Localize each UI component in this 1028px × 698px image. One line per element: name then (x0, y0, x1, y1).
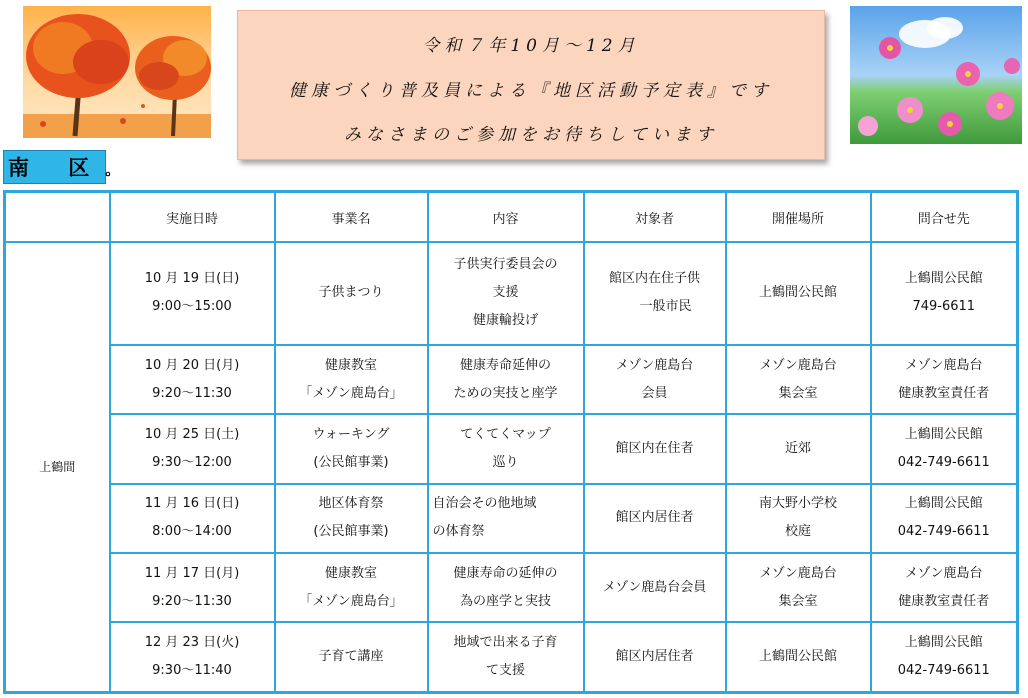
event-cell (275, 484, 428, 553)
date-cell (110, 345, 275, 414)
header-contact: 問合せ先 (871, 192, 1018, 243)
contact-text: 042-749-6611 (897, 524, 990, 540)
autumn-trees-image (23, 6, 211, 138)
event-text: 「メゾン鹿島台」 (299, 593, 403, 609)
content-text: 為の座学と実技 (459, 593, 551, 609)
contact-text: 上鶴間公民館 (904, 635, 983, 651)
target-cell (584, 414, 726, 483)
contact-text: 健康教室責任者 (898, 385, 990, 401)
content-cell (428, 414, 584, 483)
contact-cell (871, 345, 1018, 414)
contact-text: メゾン鹿島台 (904, 357, 983, 373)
header-date: 実施日時 (110, 192, 275, 243)
content-text: て支援 (485, 663, 525, 679)
event-text: (公民館事業) (313, 524, 389, 540)
header-content: 内容 (428, 192, 584, 243)
venue-cell (726, 484, 871, 553)
content-cell (428, 553, 584, 622)
content-text: 健康寿命延伸の (459, 357, 551, 373)
content-text: ための実技と座学 (453, 385, 558, 401)
event-text: (公民館事業) (313, 454, 389, 470)
ward-name: 南 区 (8, 156, 106, 180)
venue-text: 南大野小学校 (758, 496, 837, 512)
event-cell (275, 553, 428, 622)
venue-text: 近郊 (784, 440, 811, 456)
content-text: 巡り (492, 454, 519, 470)
table-row (5, 553, 1018, 622)
cosmos-flowers-image (850, 6, 1022, 144)
header-area (5, 192, 110, 243)
date-text: 12 月 23 日(火) (144, 635, 240, 651)
date-cell (110, 622, 275, 692)
content-cell (428, 345, 584, 414)
date-text: 10 月 19 日(日) (144, 271, 240, 287)
contact-text: 上鶴間公民館 (904, 426, 983, 442)
target-cell (584, 484, 726, 553)
venue-text: 校庭 (784, 524, 811, 540)
venue-cell (726, 345, 871, 414)
table-row (5, 414, 1018, 483)
venue-text: 集会室 (778, 593, 818, 609)
target-cell (584, 242, 726, 345)
event-text: 子育て講座 (318, 649, 384, 665)
schedule-table (3, 190, 1019, 694)
target-text: 館区内居住者 (615, 510, 694, 526)
target-text: 一般市民 (639, 299, 692, 315)
contact-text: 042-749-6611 (897, 454, 990, 470)
target-text: 会員 (641, 385, 668, 401)
date-text: 11 月 16 日(日) (144, 496, 240, 512)
header-target: 対象者 (584, 192, 726, 243)
contact-text: 上鶴間公民館 (904, 496, 983, 512)
venue-cell (726, 622, 871, 692)
event-text: 健康教室 (324, 565, 377, 581)
date-cell (110, 414, 275, 483)
contact-cell (871, 242, 1018, 345)
content-text: の体育祭 (432, 524, 485, 540)
contact-cell (871, 622, 1018, 692)
date-cell (110, 484, 275, 553)
content-text: 子供実行委員会の (453, 257, 558, 273)
time-text: 9:30～12:00 (152, 454, 232, 470)
content-text: 自治会その他地域 (432, 496, 537, 512)
venue-cell (726, 414, 871, 483)
venue-text: 上鶴間公民館 (758, 285, 837, 301)
time-text: 9:30～11:40 (152, 663, 232, 679)
event-text: 子供まつり (318, 285, 384, 301)
target-cell (584, 622, 726, 692)
target-cell (584, 345, 726, 414)
header-venue: 開催場所 (726, 192, 871, 243)
content-text: 支援 (492, 285, 519, 301)
event-cell (275, 622, 428, 692)
target-text: 館区内在住者 (615, 440, 694, 456)
venue-text: 集会室 (778, 385, 818, 401)
event-cell (275, 345, 428, 414)
content-text: 健康寿命の延伸の (453, 565, 558, 581)
time-text: 9:20～11:30 (152, 593, 232, 609)
contact-cell (871, 484, 1018, 553)
content-cell (428, 484, 584, 553)
contact-cell (871, 553, 1018, 622)
contact-text: 上鶴間公民館 (904, 271, 983, 287)
event-text: ウォーキング (312, 426, 390, 442)
content-cell (428, 242, 584, 345)
banner-title: 健康づくり普及員による『地区活動予定表』です (289, 81, 773, 101)
content-text: 地域で出来る子育 (453, 635, 558, 651)
content-cell (428, 622, 584, 692)
date-text: 10 月 20 日(月) (144, 357, 240, 373)
contact-text: メゾン鹿島台 (904, 565, 983, 581)
date-cell (110, 553, 275, 622)
contact-text: 042-749-6611 (897, 663, 990, 679)
date-text: 11 月 17 日(月) (144, 565, 240, 581)
contact-text: 健康教室責任者 (898, 593, 990, 609)
venue-text: メゾン鹿島台 (759, 357, 837, 373)
target-text: メゾン鹿島台 (615, 357, 694, 373)
area-cell: 上鶴間 (5, 242, 110, 693)
ward-suffix: 。 (105, 163, 120, 179)
event-text: 地区体育祭 (318, 496, 384, 512)
event-text: 健康教室 (324, 357, 377, 373)
title-banner (237, 10, 825, 160)
venue-text: メゾン鹿島台 (759, 565, 837, 581)
target-text: 館区内在住子供 (608, 271, 700, 287)
ward-label (3, 150, 120, 184)
target-text: メゾン鹿島台会員 (602, 579, 707, 595)
time-text: 8:00～14:00 (152, 524, 232, 540)
table-row (5, 622, 1018, 692)
date-text: 10 月 25 日(土) (144, 426, 240, 442)
header-event: 事業名 (275, 192, 428, 243)
event-cell (275, 414, 428, 483)
table-row (5, 242, 1018, 345)
target-text: 館区内居住者 (615, 649, 694, 665)
content-text: 健康輪投げ (472, 313, 538, 329)
venue-cell (726, 242, 871, 345)
target-cell (584, 553, 726, 622)
content-text: てくてくマップ (460, 426, 551, 442)
contact-cell (871, 414, 1018, 483)
table-row (5, 345, 1018, 414)
contact-text: 749-6611 (912, 299, 976, 315)
time-text: 9:00～15:00 (152, 299, 232, 315)
header-row (5, 192, 1018, 243)
time-text: 9:20～11:30 (152, 385, 232, 401)
venue-cell (726, 553, 871, 622)
banner-period: 令和７年10月～12月 (422, 36, 640, 56)
date-cell (110, 242, 275, 345)
table-row (5, 484, 1018, 553)
banner-invitation: みなさまのご参加をお待ちしています (344, 125, 718, 145)
venue-text: 上鶴間公民館 (758, 649, 837, 665)
event-text: 「メゾン鹿島台」 (299, 385, 403, 401)
event-cell (275, 242, 428, 345)
